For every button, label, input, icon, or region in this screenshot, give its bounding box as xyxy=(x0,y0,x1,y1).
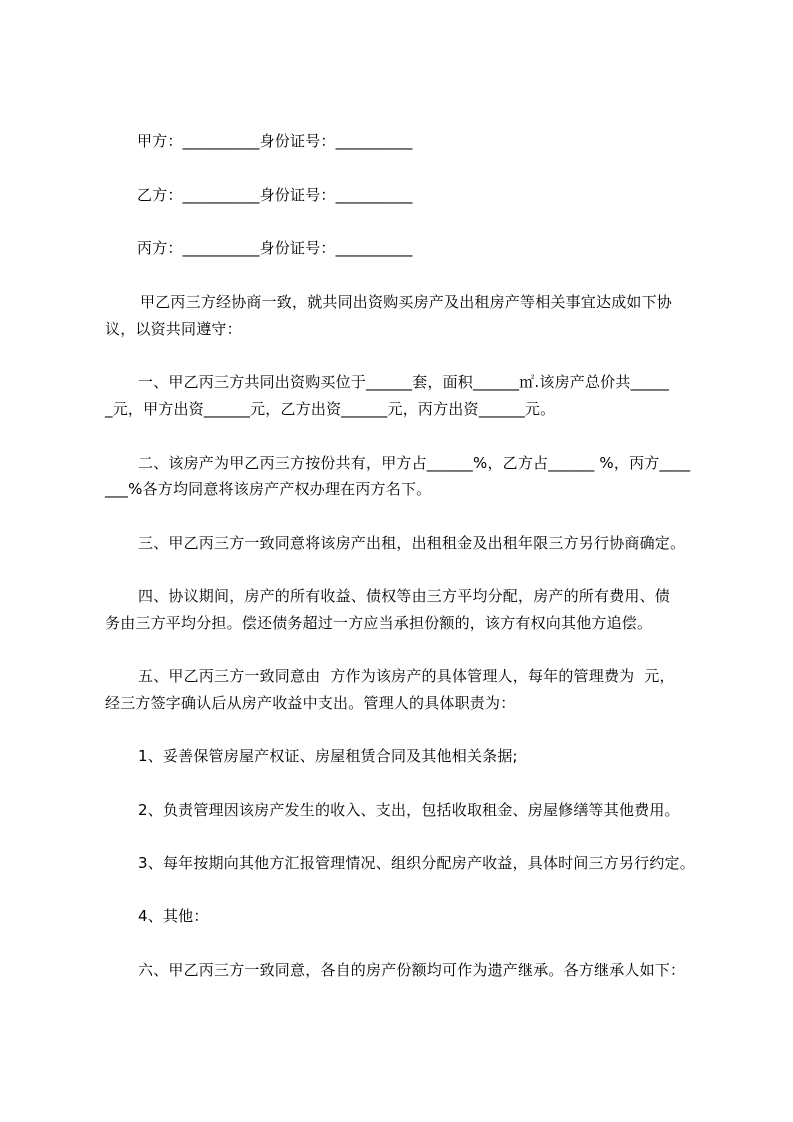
clause-5-line-1: 五、甲乙丙三方一致同意由 方作为该房产的具体管理人，每年的管理费为 元， xyxy=(138,667,675,685)
clause-6-line-1: 六、甲乙丙三方一致同意，各自的房产份额均可作为遗产继承。各方继承人如下： xyxy=(138,961,686,979)
clause-4-line-1: 四、协议期间，房产的所有收益、债权等由三方平均分配，房产的所有费用、债 xyxy=(138,587,671,605)
duty-item-2: 2、负责管理因该房产发生的收入、支出，包括收取租金、房屋修缮等其他费用。 xyxy=(138,801,680,819)
party-c-line: 丙方：__________身份证号：__________ xyxy=(137,239,413,257)
clause-4-line-2: 务由三方平均分担。偿还债务超过一方应当承担份额的，该方有权向其他方追偿。 xyxy=(105,614,653,632)
clause-5-line-2: 经三方签字确认后从房产收益中支出。管理人的具体职责为： xyxy=(105,694,516,712)
duty-item-4: 4、其他： xyxy=(138,907,209,925)
clause-1-line-2: _元，甲方出资______元，乙方出资______元，丙方出资______元。 xyxy=(105,400,556,418)
intro-line-2: 议，以资共同遵守： xyxy=(105,320,242,338)
clause-2-line-2: ___%各方均同意将该房产产权办理在丙方名下。 xyxy=(105,480,432,498)
party-b-line: 乙方：__________身份证号：__________ xyxy=(137,186,413,204)
duty-item-1: 1、妥善保管房屋产权证、房屋租赁合同及其他相关条据; xyxy=(138,747,518,765)
clause-3-line-1: 三、甲乙丙三方一致同意将该房产出租，出租租金及出租年限三方另行协商确定。 xyxy=(138,534,686,552)
party-a-line: 甲方：__________身份证号：__________ xyxy=(137,132,413,150)
clause-2-line-1: 二、该房产为甲乙丙三方按份共有，甲方占______%，乙方占______ %，丙方____ xyxy=(138,454,691,472)
clause-1-line-1: 一、甲乙丙三方共同出资购买位于______套，面积______㎡.该房产总价共_____ xyxy=(138,373,670,391)
duty-item-3: 3、每年按期向其他方汇报管理情况、组织分配房产收益，具体时间三方另行约定。 xyxy=(138,854,695,872)
intro-line-1: 甲乙丙三方经协商一致，就共同出资购买房产及出租房产等相关事宜达成如下协 xyxy=(140,293,673,311)
